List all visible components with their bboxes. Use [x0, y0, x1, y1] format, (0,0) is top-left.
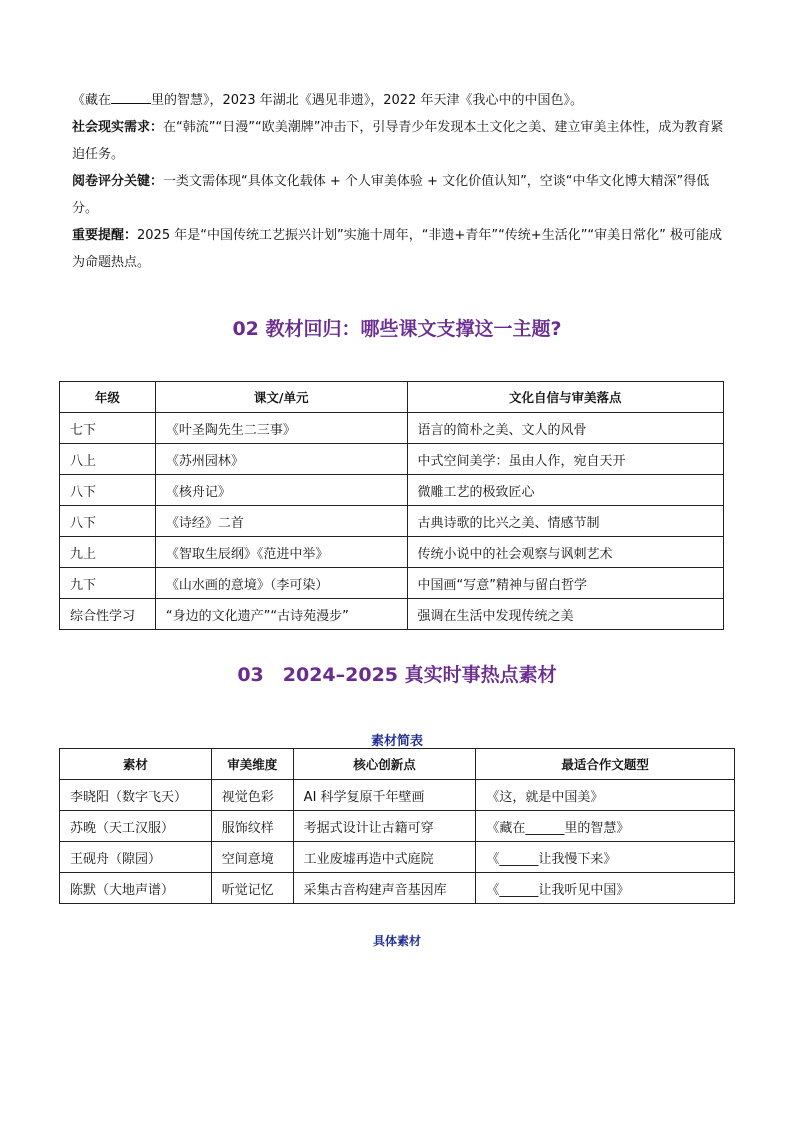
table-cell: 微雕工艺的极致匠心	[407, 475, 724, 506]
social-need-text: 在“韩流”“日漫”“欧美潮牌”冲击下，引导青少年发现本土文化之美、建立审美主体性，成为教育紧迫任务。	[72, 120, 724, 162]
intro-line-1	[72, 87, 724, 114]
table-cell: 空间意境	[211, 842, 293, 873]
header-dimension: 审美维度	[211, 749, 293, 780]
materials-table	[59, 748, 735, 904]
table-cell: 八下	[60, 506, 156, 537]
table-cell: 九下	[60, 568, 156, 599]
table-cell: 采集古音构建声音基因库	[293, 873, 476, 904]
table-header-row	[60, 749, 735, 780]
grading-key-label: 阅卷评分关键：	[72, 174, 164, 189]
table-cell: 王砚舟（隙园）	[60, 842, 212, 873]
table-row	[60, 506, 724, 537]
table-cell: 中国画“写意”精神与留白哲学	[407, 568, 724, 599]
fill-blank	[111, 89, 151, 104]
table-cell: 八上	[60, 444, 156, 475]
table-cell: 《核舟记》	[155, 475, 407, 506]
reminder-paragraph	[72, 222, 724, 276]
header-grade: 年级	[60, 382, 156, 413]
table-row	[60, 599, 724, 630]
table-cell: 强调在生活中发现传统之美	[407, 599, 724, 630]
table-row	[60, 811, 735, 842]
table-cell: 九上	[60, 537, 156, 568]
table-cell: 《这，就是中国美》	[476, 780, 735, 811]
table-cell: AI 科学复原千年壁画	[293, 780, 476, 811]
table-row	[60, 413, 724, 444]
intro-line-1-part-b: 里的智慧》，2023 年湖北《遇见非遗》，2022 年天津《我心中的中国色》。	[151, 93, 583, 108]
table-row	[60, 568, 724, 599]
table-cell: 陈默（大地声谱）	[60, 873, 212, 904]
materials-table-caption: 素材简表	[370, 734, 423, 749]
table-cell: 中式空间美学：虽由人作，宛自天开	[407, 444, 724, 475]
table-row	[60, 780, 735, 811]
table-cell: 七下	[60, 413, 156, 444]
table-cell: 视觉色彩	[211, 780, 293, 811]
header-material: 素材	[60, 749, 212, 780]
table-cell: 综合性学习	[60, 599, 156, 630]
social-need-label: 社会现实需求：	[72, 120, 164, 135]
table-cell: 传统小说中的社会观察与讽刺艺术	[407, 537, 724, 568]
table-cell: 工业废墟再造中式庭院	[293, 842, 476, 873]
table-cell: 《苏州园林》	[155, 444, 407, 475]
table-cell: 《智取生辰纲》《范进中举》	[155, 537, 407, 568]
table-cell: 考据式设计让古籍可穿	[293, 811, 476, 842]
table-cell: 苏晚（天工汉服）	[60, 811, 212, 842]
table-cell: “身边的文化遗产”“古诗苑漫步”	[155, 599, 407, 630]
header-innovation: 核心创新点	[293, 749, 476, 780]
table-row	[60, 873, 735, 904]
reminder-text: 2025 年是“中国传统工艺振兴计划”实施十周年，“非遗+青年”“传统+生活化”“审美日常化” 极可能成为命题热点。	[72, 228, 723, 270]
table-cell: 《藏在______里的智慧》	[476, 811, 735, 842]
table-row	[60, 537, 724, 568]
table-row	[60, 842, 735, 873]
header-lesson: 课文/单元	[155, 382, 407, 413]
table-cell: 《诗经》二首	[155, 506, 407, 537]
grading-key-text: 一类文需体现“具体文化载体 + 个人审美体验 + 文化价值认知”，空谈“中华文化博大精深”得低分。	[72, 174, 710, 216]
section-02-title: 02 教材回归：哪些课文支撑这一主题?	[232, 318, 562, 340]
header-essay-type: 最适合作文题型	[476, 749, 735, 780]
table-header-row	[60, 382, 724, 413]
table-cell: 八下	[60, 475, 156, 506]
textbook-table	[59, 381, 724, 630]
social-need-paragraph	[72, 114, 724, 168]
table-cell: 语言的简朴之美、文人的风骨	[407, 413, 724, 444]
section-03-title: 03 2024–2025 真实时事热点素材	[237, 664, 557, 686]
table-cell: 李晓阳（数字飞天）	[60, 780, 212, 811]
table-cell: 服饰纹样	[211, 811, 293, 842]
specific-materials-label: 具体素材	[372, 934, 421, 948]
table-row	[60, 444, 724, 475]
table-row	[60, 475, 724, 506]
reminder-label: 重要提醒：	[72, 228, 138, 243]
table-cell: 《叶圣陶先生二三事》	[155, 413, 407, 444]
table-cell: 《______让我慢下来》	[476, 842, 735, 873]
table-cell: 《山水画的意境》（李可染）	[155, 568, 407, 599]
header-aesthetic-point: 文化自信与审美落点	[407, 382, 724, 413]
table-cell: 听觉记忆	[211, 873, 293, 904]
table-cell: 古典诗歌的比兴之美、情感节制	[407, 506, 724, 537]
intro-line-1-part-a: 《藏在	[72, 93, 112, 108]
grading-key-paragraph	[72, 168, 724, 222]
table-cell: 《______让我听见中国》	[476, 873, 735, 904]
